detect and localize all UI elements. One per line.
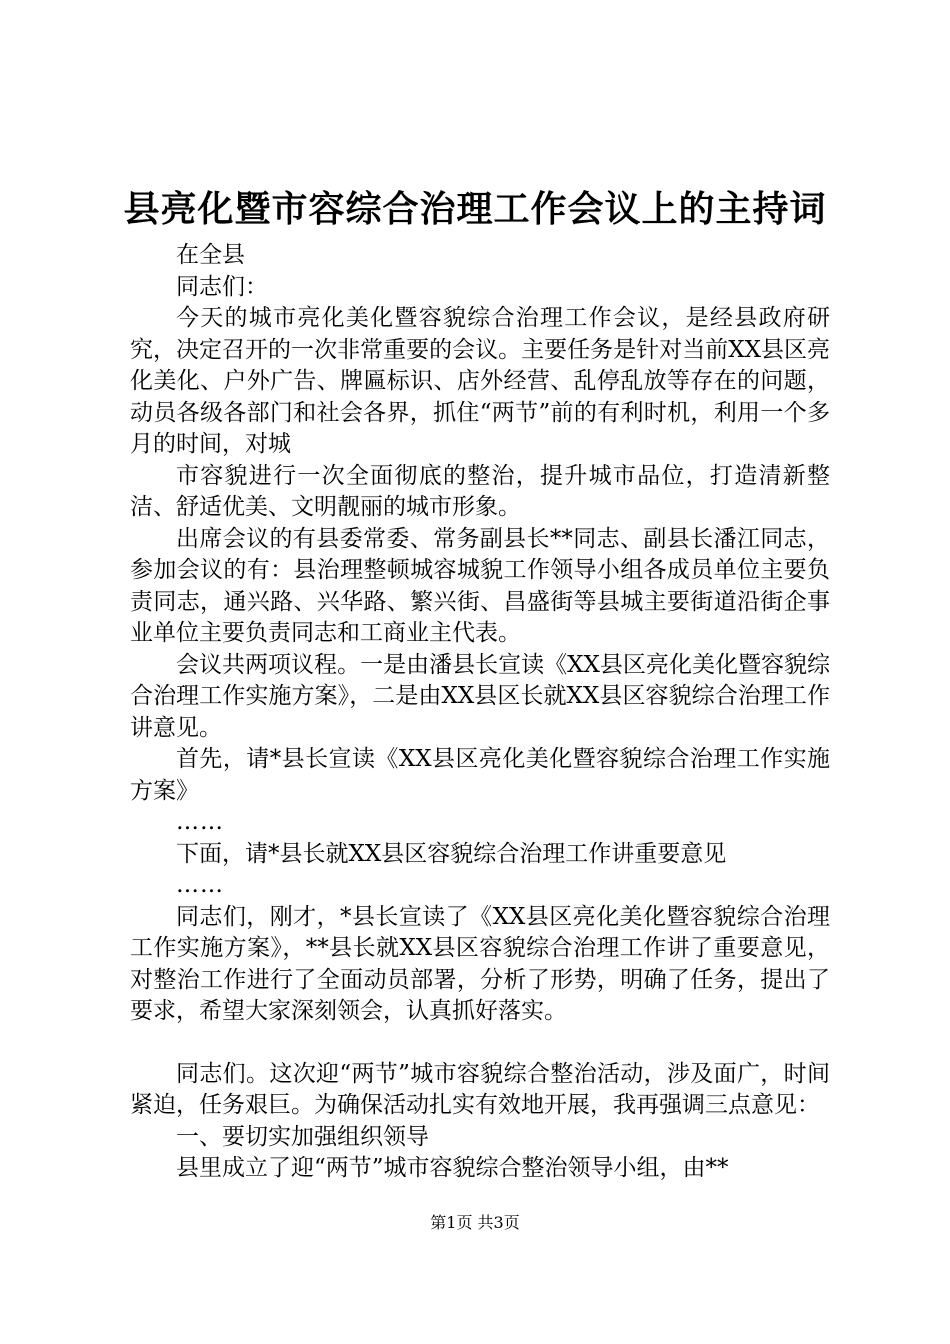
paragraph-meeting-goal: 市容貌进行一次全面彻底的整治，提升城市品位，打造清新整洁、舒适优美、文明靓丽的城市形象。	[130, 462, 830, 520]
paragraph-leadership-group: 县里成立了迎“两节”城市容貌综合整治领导小组，由**	[176, 1155, 729, 1181]
ellipsis-1: ……	[176, 809, 224, 835]
document-body	[130, 240, 830, 1185]
paragraph-emphasis: 同志们。这次迎“两节”城市容貌综合整治活动，涉及面广，时间紧迫，任务艰巨。为确保活动扎实有效地开展，我再强调三点意见：	[130, 1060, 830, 1118]
paragraph-meeting-purpose: 今天的城市亮化美化暨容貌综合治理工作会议，是经县政府研究，决定召开的一次非常重要的会议。主要任务是针对当前XX县区亮化美化、户外广告、牌匾标识、店外经营、乱停乱放等存在的问题，动员各级各部门和社会各界，抓住“两节”前的有利时机，利用一个多月的时间，对城	[130, 305, 830, 457]
paragraph-attendees: 出席会议的有县委常委、常务副县长**同志、副县长潘江同志，参加会议的有：县治理整顿城容城貌工作领导小组各成员单位主要负责同志，通兴路、兴华路、繁兴街、昌盛街等县城主要街道沿街企事业单位主要负责同志和工商业主代表。	[130, 525, 830, 646]
section-heading-1: 一、要切实加强组织领导	[176, 1123, 429, 1150]
page-footer: 第1页 共3页	[430, 1213, 520, 1232]
blank-line	[130, 1028, 830, 1059]
ellipsis-2: ……	[176, 872, 224, 898]
paragraph-agenda: 会议共两项议程。一是由潘县长宣读《XX县区亮化美化暨容貌综合治理工作实施方案》，二是由XX县区长就XX县区容貌综合治理工作讲意见。	[130, 651, 830, 741]
paragraph-first-item: 首先，请*县长宣读《XX县区亮化美化暨容貌综合治理工作实施方案》	[130, 746, 830, 804]
paragraph-summary: 同志们，刚才，*县长宣读了《XX县区亮化美化暨容貌综合治理工作实施方案》，**县长就XX县区容貌综合治理工作讲了重要意见，对整治工作进行了全面动员部署，分析了形势，明确了任务，提出了要求，希望大家深刻领会，认真抓好落实。	[130, 903, 830, 1024]
paragraph-salutation: 同志们：	[176, 273, 268, 300]
paragraph-second-item: 下面，请*县长就XX县区容貌综合治理工作讲重要意见	[176, 840, 727, 867]
paragraph-greeting-location: 在全县	[176, 242, 245, 268]
document-title: 县亮化暨市容综合治理工作会议上的主持词	[123, 189, 827, 230]
